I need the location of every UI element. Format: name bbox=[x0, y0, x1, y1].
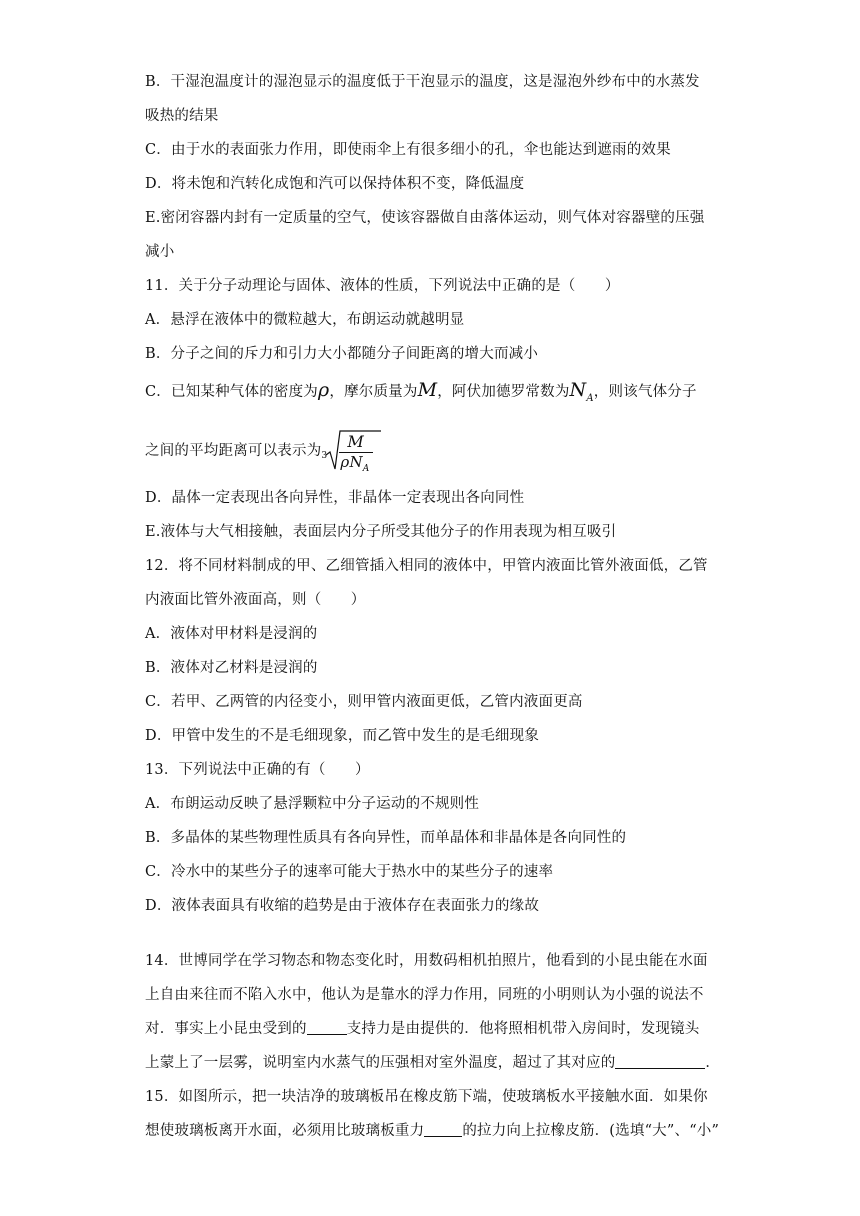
q11-c-text-1: C．已知某种气体的密度为 bbox=[145, 384, 318, 400]
q14-line1: 14．世博同学在学习物态和物态变化时，用数码相机拍照片，他看到的小昆虫能在水面 bbox=[145, 953, 708, 969]
q11-c-text-4: ，则该气体分子 bbox=[593, 384, 697, 400]
avogadro-symbol: N bbox=[569, 379, 587, 401]
q11-c-line2-text: 之间的平均距离可以表示为 bbox=[145, 443, 322, 459]
q11-c-text-3: ，阿伏加德罗常数为 bbox=[437, 384, 570, 400]
q15-line1: 15．如图所示，把一块洁净的玻璃板吊在橡皮筋下端，使玻璃板水平接触水面．如果你 bbox=[145, 1089, 708, 1105]
q12-stem-line1: 12．将不同材料制成的甲、乙细管插入相同的液体中，甲管内液面比管外液面低，乙管 bbox=[145, 558, 708, 574]
q15-line2 bbox=[145, 1121, 720, 1141]
molar-mass-symbol: M bbox=[417, 379, 438, 401]
answer-blank-1[interactable] bbox=[307, 1020, 347, 1035]
q10-option-d: D．将未饱和汽转化成饱和汽可以保持体积不变，降低温度 bbox=[145, 176, 525, 192]
formula-numerator: M bbox=[347, 432, 364, 451]
q12-option-c: C．若甲、乙两管的内径变小，则甲管内液面更低，乙管内液面更高 bbox=[145, 694, 583, 710]
q12-stem-line2: 内液面比管外液面高，则（ ） bbox=[145, 592, 366, 608]
q14-line4-end: ． bbox=[705, 1055, 721, 1071]
q14-line4 bbox=[145, 1053, 720, 1073]
q15-line2-end: 的拉力向上拉橡皮筋．(选填“大”、“小” bbox=[462, 1123, 720, 1139]
q11-option-c-line1 bbox=[145, 380, 720, 409]
q10-option-c: C．由于水的表面张力作用，即使雨伞上有很多细小的孔，伞也能达到遮雨的效果 bbox=[145, 142, 671, 158]
q10-option-b-line2: 吸热的结果 bbox=[145, 108, 219, 124]
q12-option-b: B．液体对乙材料是浸润的 bbox=[145, 660, 318, 676]
q12-option-a: A．液体对甲材料是浸润的 bbox=[145, 626, 318, 642]
cube-root-formula bbox=[321, 429, 381, 473]
q11-option-e: E.液体与大气相接触，表面层内分子所受其他分子的作用表现为相互吸引 bbox=[145, 524, 617, 540]
q13-option-b: B．多晶体的某些物理性质具有各向异性，而单晶体和非晶体是各向同性的 bbox=[145, 830, 627, 846]
q13-option-d: D．液体表面具有收缩的趋势是由于液体存在表面张力的缘故 bbox=[145, 898, 540, 914]
q10-option-e-line2: 减小 bbox=[145, 244, 175, 260]
denominator-subscript: A bbox=[362, 464, 370, 474]
q11-option-d: D．晶体一定表现出各向异性，非晶体一定表现出各向同性 bbox=[145, 490, 525, 506]
q13-option-c: C．冷水中的某些分子的速率可能大于热水中的某些分子的速率 bbox=[145, 864, 554, 880]
rho-symbol: ρ bbox=[318, 379, 330, 401]
root-index: 3 bbox=[321, 451, 328, 461]
formula-denominator bbox=[340, 453, 369, 478]
q14-line3-end: 支持力是由提供的．他将照相机带入房间时，发现镜头 bbox=[346, 1021, 700, 1037]
q11-option-c-line2 bbox=[145, 428, 720, 474]
q14-line3-start: 对．事实上小昆虫受到的 bbox=[145, 1021, 307, 1037]
q14-line4-start: 上蒙上了一层雾，说明室内水蒸气的压强相对室外温度，超过了其对应的 bbox=[145, 1055, 616, 1071]
q11-stem: 11．关于分子动理论与固体、液体的性质，下列说法中正确的是（ ） bbox=[145, 278, 620, 294]
q14-line3 bbox=[145, 1019, 720, 1039]
avogadro-subscript: A bbox=[586, 393, 594, 404]
answer-blank-3[interactable] bbox=[424, 1122, 462, 1137]
q11-option-a: A．悬浮在液体中的微粒越大，布朗运动就越明显 bbox=[145, 312, 465, 328]
q11-c-text-2: ，摩尔质量为 bbox=[329, 384, 418, 400]
answer-blank-2[interactable] bbox=[615, 1054, 705, 1069]
q14-line2: 上自由来往而不陷入水中，他认为是靠水的浮力作用，同班的小明则认为小强的说法不 bbox=[145, 987, 704, 1003]
q12-option-d: D．甲管中发生的不是毛细现象，而乙管中发生的是毛细现象 bbox=[145, 728, 540, 744]
q13-option-a: A．布朗运动反映了悬浮颗粒中分子运动的不规则性 bbox=[145, 796, 480, 812]
q15-line2-start: 想使玻璃板离开水面，必须用比玻璃板重力 bbox=[145, 1123, 425, 1139]
q11-option-b: B．分子之间的斥力和引力大小都随分子间距离的增大而减小 bbox=[145, 346, 539, 362]
q13-stem: 13．下列说法中正确的有（ ） bbox=[145, 762, 370, 778]
q10-option-b-line1: B．干湿泡温度计的湿泡显示的温度低于干泡显示的温度，这是湿泡外纱布中的水蒸发 bbox=[145, 74, 700, 90]
q10-option-e-line1: E.密闭容器内封有一定质量的空气，使该容器做自由落体运动，则气体对容器壁的压强 bbox=[145, 210, 705, 226]
denominator-rho: ρ bbox=[340, 453, 350, 471]
denominator-n: N bbox=[349, 453, 363, 471]
